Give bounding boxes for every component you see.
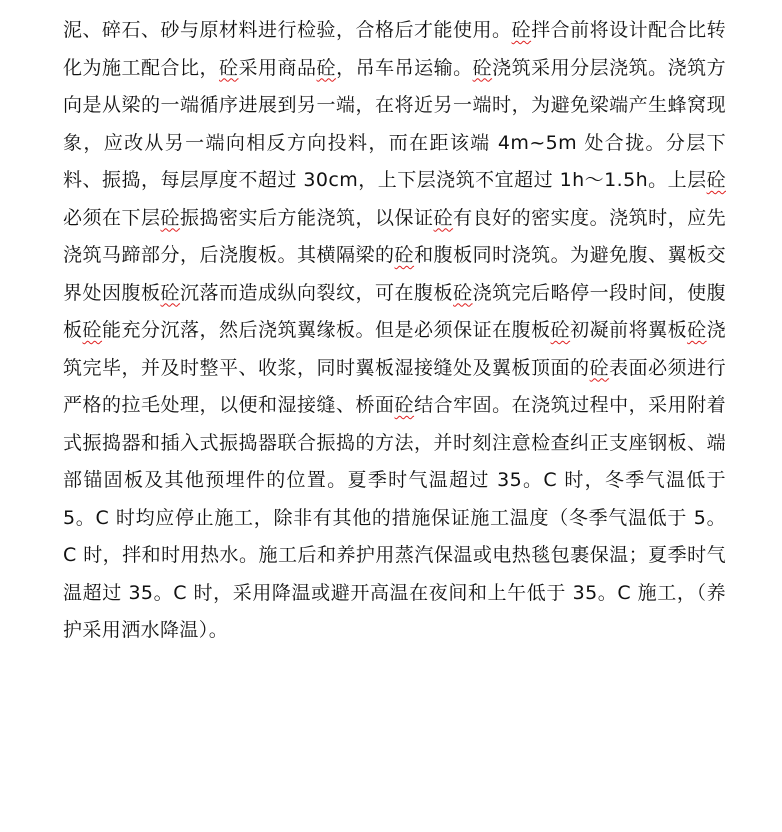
text-segment: 振捣密实后方能浇筑，以保证 [180, 206, 434, 229]
text-segment: 和腹板同时浇筑。为避免腹、翼板交界处因腹板 [63, 244, 726, 304]
text-segment: 拌合前将设计配合比转化为施工配合比， [63, 19, 726, 79]
text-segment: 有良好的密实度。浇筑时，应先浇筑马蹄部分，后浇腹板。其横隔梁的 [63, 206, 727, 266]
text-segment: 泥、碎石、砂与原材料进行检验，合格后才能使用。 [63, 19, 512, 41]
spellcheck-marked-word: 砼 [453, 281, 473, 304]
spellcheck-marked-word: 砼 [316, 56, 337, 79]
text-segment: 表面必须进行严格的拉毛处理，以便和湿接缝、桥面 [63, 356, 727, 416]
spellcheck-marked-word: 砼 [472, 56, 493, 79]
text-segment: ，吊车吊运输。 [336, 56, 473, 79]
spellcheck-marked-word: 砼 [219, 56, 239, 79]
text-segment: 采用商品 [238, 56, 317, 79]
body-paragraph [63, 12, 726, 650]
text-segment: 浇筑采用分层浇筑。浇筑方向是从梁的一端循序进展到另一端，在将近另一端时，为避免梁端产生蜂窝现象，应改从另一端向相反方向投料，而在距该端 4m~5m 处合拢。分层下料、振捣，每层厚度不超过 30cm，上下层浇筑不宜超过 1h～1.5h。上层 [63, 56, 727, 191]
spellcheck-marked-word: 砼 [511, 19, 532, 41]
text-segment: 沉落而造成纵向裂纹，可在腹板 [180, 281, 454, 304]
spellcheck-marked-word: 砼 [160, 281, 181, 304]
text-segment: 浇筑完毕，并及时整平、收浆，同时翼板湿接缝处及翼板顶面的 [63, 319, 727, 379]
spellcheck-marked-word: 砼 [687, 319, 707, 341]
spellcheck-marked-word: 砼 [706, 169, 726, 191]
spellcheck-marked-word: 砼 [160, 206, 181, 229]
text-segment: 浇筑完后略停一段时间，使腹板 [63, 281, 727, 341]
spellcheck-marked-word: 砼 [589, 356, 610, 379]
spellcheck-marked-word: 砼 [550, 319, 571, 341]
spellcheck-marked-word: 砼 [394, 394, 415, 416]
spellcheck-marked-word: 砼 [394, 244, 415, 266]
spellcheck-marked-word: 砼 [433, 206, 454, 229]
text-segment: 初凝前将翼板 [570, 319, 688, 341]
text-segment: 结合牢固。在浇筑过程中，采用附着式振捣器和插入式振捣器联合振捣的方法，并时刻注意检查纠正支座钢板、端部锚固板及其他预埋件的位置。夏季时气温超过 35。C 时，冬季气温低于 5。C 时均应停止施工，除非有其他的措施保证施工温度（冬季气温低于 5。C 时，拌和时用热水。施工后和养护用蒸汽保温或电热毯包裹保温；夏季时气温超过 35。C 时，采用降温或避开高温在夜间和上午低于 35。C 施工，（养护采用洒水降温）。 [63, 394, 726, 641]
text-segment: 必须在下层 [63, 206, 161, 229]
text-segment: 能充分沉落，然后浇筑翼缘板。但是必须保证在腹板 [102, 319, 551, 341]
spellcheck-marked-word: 砼 [82, 319, 103, 341]
